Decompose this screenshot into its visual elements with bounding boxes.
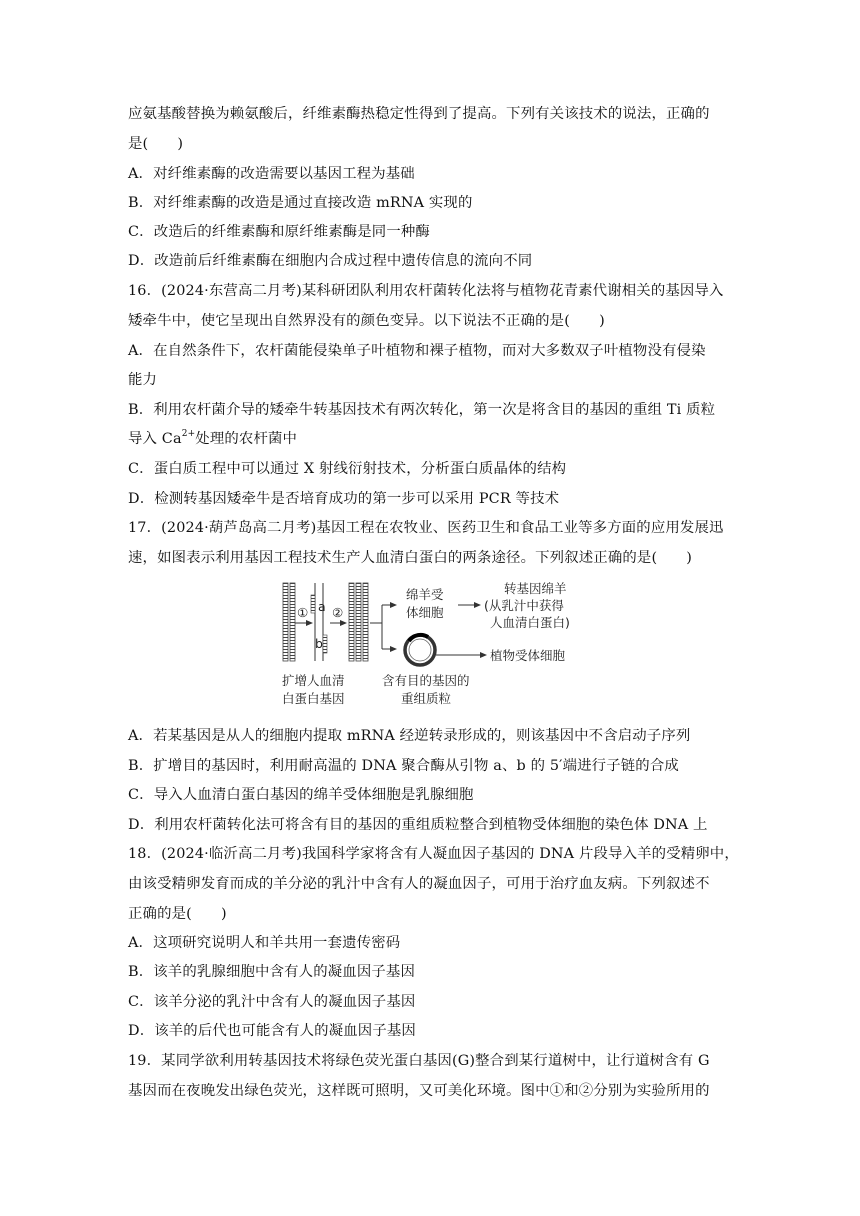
option-a: A．在自然条件下，农杆菌能侵染单子叶植物和裸子植物，而对大多数双子叶植物没有侵染 [128, 343, 706, 359]
option-a: A．这项研究说明人和羊共用一套遗传密码 [128, 935, 401, 951]
caption-left: 白蛋白基因 [282, 691, 345, 706]
gene-engineering-figure [278, 579, 598, 711]
caption-left: 扩增人血清 [282, 673, 345, 688]
step-1-label: ① [297, 605, 309, 620]
option-c: C．改造后的纤维素酶和原纤维素酶是同一种酶 [128, 224, 430, 240]
question-17: 17．(2024·葫芦岛高二月考)基因工程在农牧业、医药卫生和食品工业等多方面的应用发展迅 [128, 520, 724, 536]
sheep-cell-label: 体细胞 [406, 605, 444, 620]
option-c: C．导入人血清白蛋白基因的绵羊受体细胞是乳腺细胞 [128, 787, 474, 803]
option-b: B．扩增目的基因时，利用耐高温的 DNA 聚合酶从引物 a、b 的 5′端进行子链的合成 [128, 758, 679, 774]
option-b: B．该羊的乳腺细胞中含有人的凝血因子基因 [128, 964, 415, 980]
option-d: D．该羊的后代也可能含有人的凝血因子基因 [128, 1023, 416, 1039]
option-d: D．检测转基因矮牵牛是否培育成功的第一步可以采用 PCR 等技术 [128, 491, 560, 507]
text-line: 能力 [128, 372, 158, 388]
transgenic-sheep-label: 转基因绵羊 [504, 581, 567, 596]
caption-right: 含有目的基因的 [382, 673, 470, 688]
ca-text-rest: 处理的农杆菌中 [195, 431, 298, 447]
option-c: C．该羊分泌的乳汁中含有人的凝血因子基因 [128, 994, 416, 1010]
question-19: 19．某同学欲利用转基因技术将绿色荧光蛋白基因(G)整合到某行道树中，让行道树含有 G [128, 1053, 710, 1069]
question-18: 18．(2024·临沂高二月考)我国科学家将含有人凝血因子基因的 DNA 片段导入羊的受精卵中， [128, 846, 739, 862]
text-line: 速，如图表示利用基因工程技术生产人血清白蛋白的两条途径。下列叙述正确的是( ) [128, 550, 693, 566]
text-line: 基因而在夜晚发出绿色荧光，这样既可照明，又可美化环境。图中①和②分别为实验所用的 [128, 1083, 710, 1099]
dna-strand [290, 583, 295, 661]
ca-charge: 2+ [181, 429, 196, 440]
text-line: 应氨基酸替换为赖氨酸后，纤维素酶热稳定性得到了提高。下列有关该技术的说法，正确的 [128, 106, 710, 122]
caption-right: 重组质粒 [401, 691, 452, 706]
transgenic-sheep-label: 人血清白蛋白) [490, 615, 570, 630]
text-line [128, 429, 740, 449]
transgenic-sheep-label: (从乳汁中获得 [484, 598, 564, 613]
option-d: D．利用农杆菌转化法可将含有目的基因的重组质粒整合到植物受体细胞的染色体 DNA 上 [128, 817, 708, 833]
option-a: A．对纤维素酶的改造需要以基因工程为基础 [128, 166, 415, 182]
plant-cell-label: 植物受体细胞 [490, 648, 566, 663]
dna-strand [283, 583, 288, 661]
text-line: 正确的是( ) [128, 906, 227, 922]
option-a: A．若某基因是从人的细胞内提取 mRNA 经逆转录形成的，则该基因中不含启动子序列 [128, 728, 691, 744]
sheep-cell-label: 绵羊受 [406, 587, 444, 602]
option-c: C．蛋白质工程中可以通过 X 射线衍射技术，分析蛋白质晶体的结构 [128, 461, 567, 477]
text-line: 是( ) [128, 136, 184, 152]
text-line: 矮牵牛中，使它呈现出自然界没有的颜色变异。以下说法不正确的是( ) [128, 313, 605, 329]
primer-a-label: a [318, 599, 326, 614]
question-16: 16．(2024·东营高二月考)某科研团队利用农杆菌转化法将与植物花青素代谢相关的基因导入 [128, 283, 724, 299]
option-b: B．对纤维素酶的改造是通过直接改造 mRNA 实现的 [128, 195, 473, 211]
option-b: B．利用农杆菌介导的矮牵牛转基因技术有两次转化，第一次是将含目的基因的重组 Ti 质粒 [128, 402, 716, 418]
primer-b-label: b [315, 636, 323, 651]
ca-text: 导入 Ca [128, 431, 182, 447]
option-d: D．改造前后纤维素酶在细胞内合成过程中遗传信息的流向不同 [128, 253, 533, 269]
step-2-label: ② [332, 605, 344, 620]
text-line: 由该受精卵发育而成的羊分泌的乳汁中含有人的凝血因子，可用于治疗血友病。下列叙述不 [128, 876, 710, 892]
